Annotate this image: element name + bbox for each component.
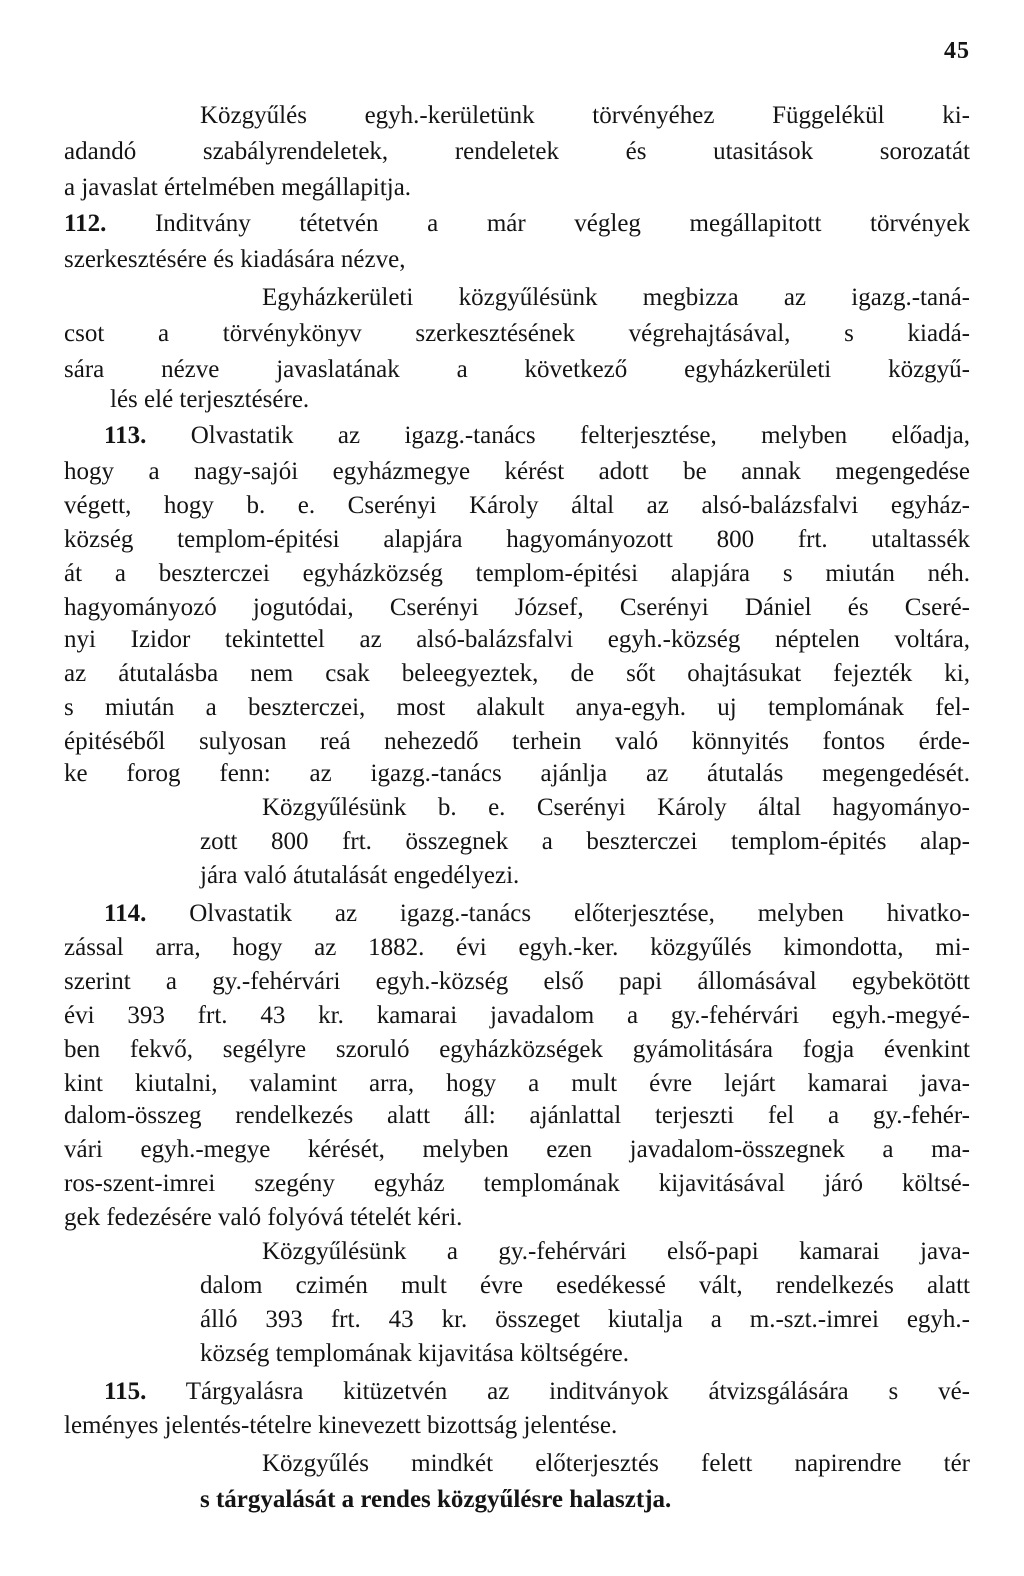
paragraph-line [104,898,970,930]
text-line: s miután a beszterczei, most alakult anya-egyh. uj templomának fel- [64,694,970,721]
text-line: szerkesztésére és kiadására nézve, [64,246,406,273]
text-line: ros-szent-imrei szegény egyház templomának kijavitásával járó költsé- [64,1170,970,1197]
text-line: leményes jelentés-tételre kinevezett bizottság jelentése. [64,1412,618,1439]
text-line: át a beszterczei egyházközség templom-épitési alapjára s miután néh. [64,560,970,587]
text-line: ben fekvő, segélyre szoruló egyházközségek gyámolitására fogja évenkint [64,1036,970,1063]
page-number: 45 [944,38,970,64]
text-line: vári egyh.-megye kérését, melyben ezen javadalom-összegnek a ma- [64,1136,970,1163]
text-line: adandó szabályrendeletek, rendeletek és utasitások sorozatát [64,138,970,165]
paragraph-line [104,1376,970,1408]
text-line: Közgyűlésünk a gy.-fehérvári első-papi kamarai java- [262,1238,970,1265]
text-line: zással arra, hogy az 1882. évi egyh.-ker. közgyűlés kimondotta, mi- [64,934,970,961]
text-line: ke forog fenn: az igazg.-tanács ajánlja az átutalás megengedését. [64,760,970,787]
text-line: évi 393 frt. 43 kr. kamarai javadalom a gy.-fehérvári egyh.-megyé- [64,1002,970,1029]
text-line: az átutalásba nem csak beleegyeztek, de sőt ohajtásukat fejezték ki, [64,660,970,687]
text-span: Inditvány tétetvén a már végleg megállapitott törvények [154,210,971,237]
text-line: álló 393 frt. 43 kr. összeget kiutalja a m.-szt.-imrei egyh.- [200,1306,970,1333]
text-span: Olvastatik az igazg.-tanács felterjesztése, melyben előadja, [190,422,970,449]
text-line: Egyházkerületi közgyűlésünk megbizza az igazg.-taná- [262,284,970,311]
text-line: zott 800 frt. összegnek a beszterczei templom-épités alap- [200,828,970,855]
text-line: épitéséből sulyosan reá nehezedő terhein való könnyités fontos érde- [64,728,970,755]
text-span: Tárgyalásra kitüzetvén az inditványok átvizsgálására s vé- [185,1378,970,1405]
text-line: Közgyűlés egyh.-kerületünk törvényéhez Függelékül ki- [200,102,970,129]
text-line: s tárgyalását a rendes közgyűlésre halasztja. [200,1486,672,1513]
paragraph-line [64,208,970,240]
text-line: szerint a gy.-fehérvári egyh.-község első papi állomásával egybekötött [64,968,970,995]
text-line: kint kiutalni, valamint arra, hogy a mult évre lejárt kamarai java- [64,1070,970,1097]
text-line: hagyományozó jogutódai, Cserényi József, Cserényi Dániel és Cseré- [64,594,970,621]
text-line: végett, hogy b. e. Cserényi Károly által az alsó-balázsfalvi egyház- [64,492,970,519]
text-line: dalom czimén mult évre esedékessé vált, rendelkezés alatt [200,1272,970,1299]
text-line: Közgyűlés mindkét előterjesztés felett napirendre tér [262,1450,970,1477]
section-number: 114. [104,900,147,927]
text-span: Olvastatik az igazg.-tanács előterjesztése, melyben hivatko- [189,900,971,927]
text-line: hogy a nagy-sajói egyházmegye kérést adott be annak megengedése [64,458,970,485]
text-line: sára nézve javaslatának a következő egyházkerületi közgyű- [64,356,970,383]
section-number: 112. [64,210,107,237]
text-line: lés elé terjesztésére. [110,386,310,413]
section-number: 115. [104,1378,147,1405]
paragraph-line [104,420,970,452]
text-line: csot a törvénykönyv szerkesztésének végrehajtásával, s kiadá- [64,320,970,347]
text-line: dalom-összeg rendelkezés alatt áll: ajánlattal terjeszti fel a gy.-fehér- [64,1102,970,1129]
section-number: 113. [104,422,147,449]
text-line: nyi Izidor tekintettel az alsó-balázsfalvi egyh.-község néptelen voltára, [64,626,970,653]
text-line: a javaslat értelmében megállapitja. [64,174,412,201]
text-line: Közgyűlésünk b. e. Cserényi Károly által hagyományo- [262,794,970,821]
text-line: község templomának kijavitása költségére. [200,1340,630,1367]
text-line: község templom-épitési alapjára hagyományozott 800 frt. utaltassék [64,526,970,553]
text-line: jára való átutalását engedélyezi. [200,862,520,889]
text-line: gek fedezésére való folyóvá tételét kéri. [64,1204,463,1231]
